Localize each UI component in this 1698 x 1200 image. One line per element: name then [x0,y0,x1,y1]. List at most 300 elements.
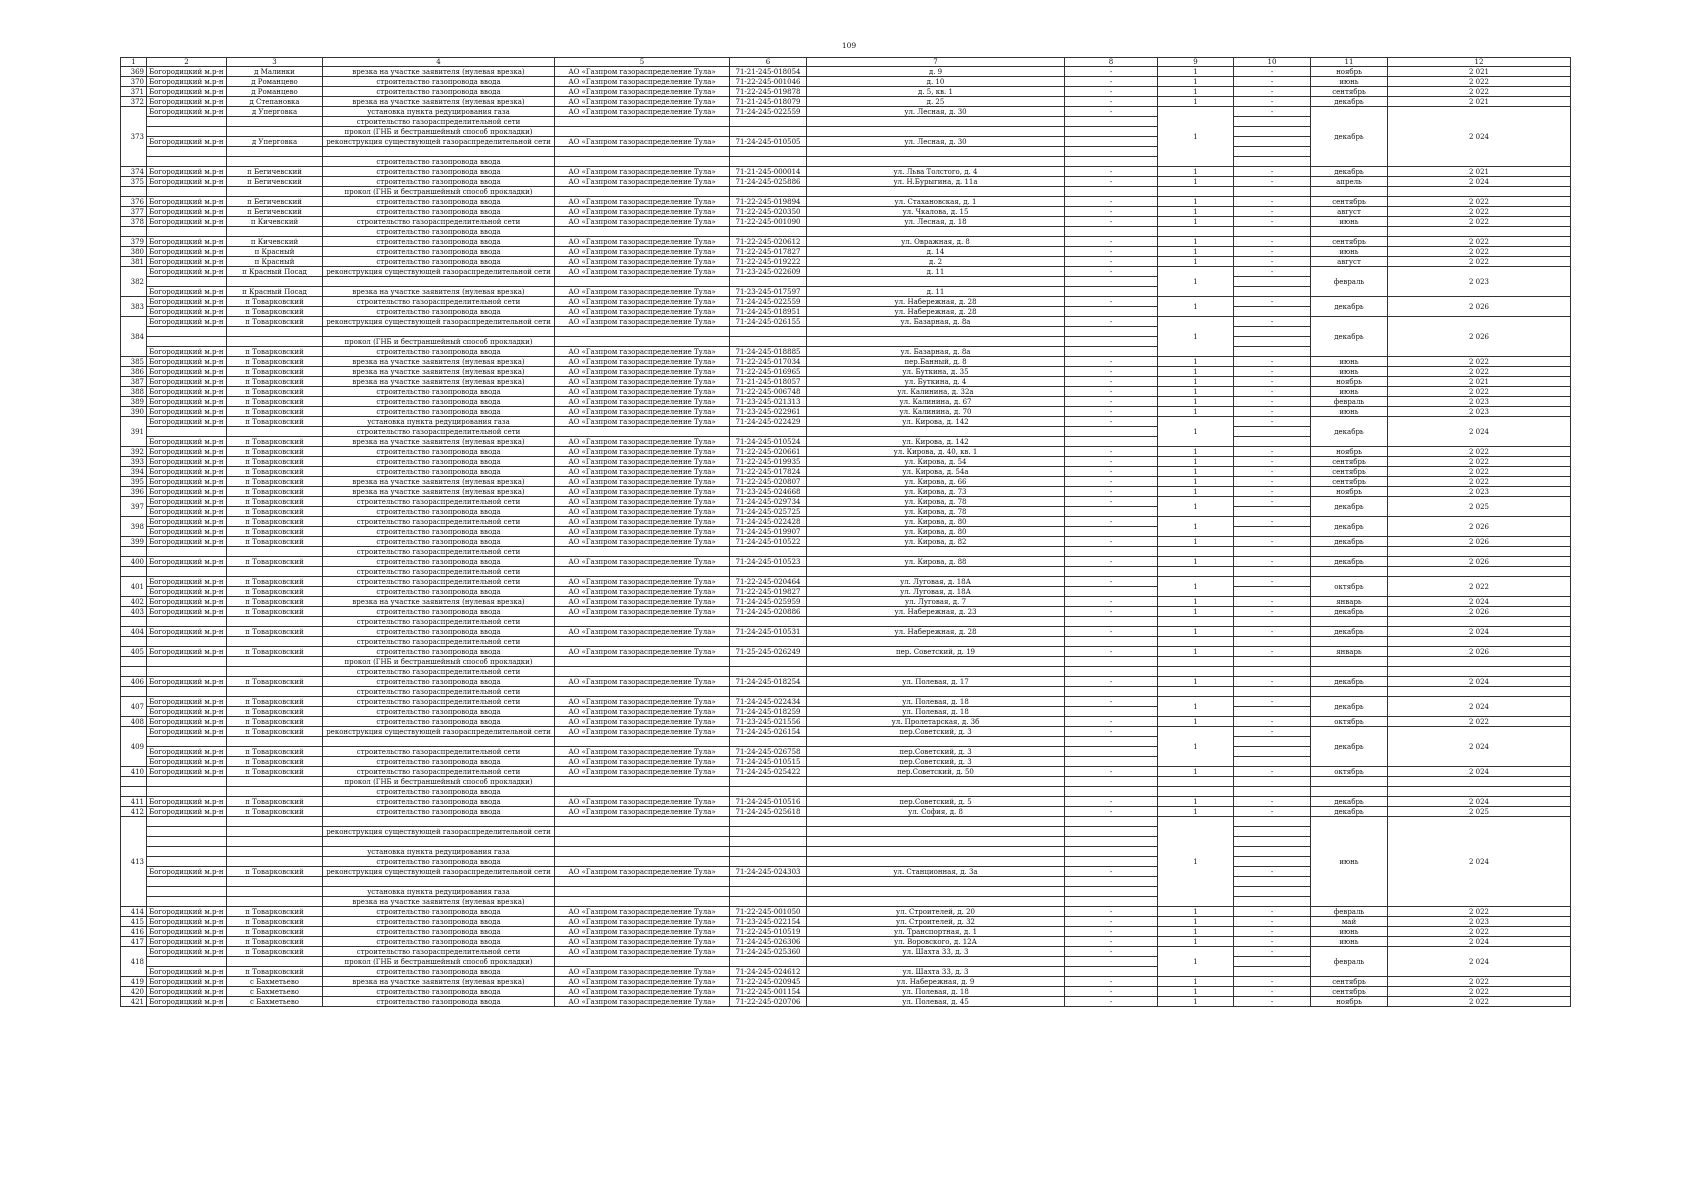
application-number-cell: 71-24-245-010515 [730,757,807,767]
address-cell: ул. Кирова, д. 54 [807,457,1065,467]
col-8-cell [1065,887,1158,897]
organization-cell [555,887,730,897]
month-cell: декабрь [1311,797,1388,807]
address-cell: ул. Строителей, д. 20 [807,907,1065,917]
month-cell: май [1311,917,1388,927]
address-cell: д. 9 [807,67,1065,77]
col-10-cell: - [1234,497,1311,507]
settlement-cell [227,857,323,867]
col-9-cell [1158,227,1234,237]
table-row [121,817,1571,827]
col-10-cell [1234,307,1311,317]
settlement-cell [227,897,323,907]
organization-cell: АО «Газпром газораспределение Тула» [555,907,730,917]
col-9-cell: 1 [1158,717,1234,727]
table-row [121,227,1571,237]
application-number-cell: 71-24-245-022559 [730,297,807,307]
application-number-cell: 71-22-245-017034 [730,357,807,367]
year-cell [1388,567,1571,577]
district-cell: Богородицкий м.р-н [147,927,227,937]
table-row [121,717,1571,727]
settlement-cell [227,777,323,787]
organization-cell: АО «Газпром газораспределение Тула» [555,387,730,397]
col-8-cell: - [1065,87,1158,97]
col-10-cell: - [1234,87,1311,97]
table-row [121,637,1571,647]
application-number-cell: 71-22-245-019935 [730,457,807,467]
col-8-cell: - [1065,867,1158,877]
work-type-cell: строительство газопровода ввода [323,247,555,257]
application-number-cell [730,187,807,197]
col-10-cell: - [1234,947,1311,957]
col-8-cell: - [1065,207,1158,217]
address-cell: д. 14 [807,247,1065,257]
work-type-cell: строительство газораспределительной сети [323,547,555,557]
address-cell: ул. Кирова, д. 78 [807,497,1065,507]
district-cell [147,337,227,347]
district-cell: Богородицкий м.р-н [147,537,227,547]
application-number-cell: 71-22-245-019878 [730,87,807,97]
address-cell: ул. Кирова, д. 82 [807,537,1065,547]
district-cell: Богородицкий м.р-н [147,97,227,107]
col-8-cell: - [1065,717,1158,727]
work-type-cell: установка пункта редуцирования газа [323,887,555,897]
col-10-cell [1234,827,1311,837]
work-type-cell: врезка на участке заявителя (нулевая врезка) [323,287,555,297]
table-row [121,187,1571,197]
col-9-cell: 1 [1158,797,1234,807]
col-8-cell: - [1065,237,1158,247]
district-cell: Богородицкий м.р-н [147,387,227,397]
col-10-cell [1234,657,1311,667]
work-type-cell: строительство газопровода ввода [323,587,555,597]
organization-cell [555,567,730,577]
year-cell [1388,667,1571,677]
col-9-cell [1158,637,1234,647]
address-cell: ул. Кирова, д. 54а [807,467,1065,477]
settlement-cell: п Товарковский [227,907,323,917]
month-cell: сентябрь [1311,987,1388,997]
work-type-cell: строительство газопровода ввода [323,987,555,997]
address-cell: ул. Лесная, д. 30 [807,137,1065,147]
application-number-cell: 71-23-245-017597 [730,287,807,297]
settlement-cell [227,637,323,647]
organization-cell: АО «Газпром газораспределение Тула» [555,357,730,367]
settlement-cell: п Товарковский [227,627,323,637]
district-cell: Богородицкий м.р-н [147,757,227,767]
col-8-cell: - [1065,497,1158,507]
settlement-cell [227,827,323,837]
col-header-10: 10 [1234,58,1311,67]
address-cell: ул. Чкалова, д. 15 [807,207,1065,217]
district-cell: Богородицкий м.р-н [147,247,227,257]
work-type-cell: строительство газопровода ввода [323,77,555,87]
address-cell: ул. Строителей, д. 32 [807,917,1065,927]
col-10-cell: - [1234,517,1311,527]
organization-cell: АО «Газпром газораспределение Тула» [555,707,730,717]
settlement-cell [227,337,323,347]
application-number-cell [730,847,807,857]
month-cell: январь [1311,597,1388,607]
organization-cell: АО «Газпром газораспределение Тула» [555,87,730,97]
row-number-cell: 371 [121,87,147,97]
col-10-cell: - [1234,467,1311,477]
organization-cell: АО «Газпром газораспределение Тула» [555,287,730,297]
application-number-cell: 71-24-245-010524 [730,437,807,447]
col-8-cell: - [1065,317,1158,327]
organization-cell: АО «Газпром газораспределение Тула» [555,297,730,307]
work-type-cell: прокол (ГНБ и бестраншейный способ прокладки) [323,957,555,967]
month-cell: июнь [1311,817,1388,907]
application-number-cell [730,897,807,907]
year-cell: 2 022 [1388,467,1571,477]
district-cell [147,877,227,887]
settlement-cell: п Товарковский [227,307,323,317]
work-type-cell: строительство газопровода ввода [323,207,555,217]
settlement-cell: п Товарковский [227,607,323,617]
year-cell: 2 024 [1388,597,1571,607]
settlement-cell: п Красный Посад [227,267,323,277]
organization-cell [555,547,730,557]
table-row [121,987,1571,997]
table-row [121,177,1571,187]
address-cell [807,187,1065,197]
col-8-cell: - [1065,977,1158,987]
district-cell: Богородицкий м.р-н [147,577,227,587]
col-10-cell: - [1234,267,1311,277]
month-cell: июнь [1311,927,1388,937]
organization-cell: АО «Газпром газораспределение Тула» [555,527,730,537]
col-8-cell: - [1065,627,1158,637]
col-8-cell: - [1065,557,1158,567]
settlement-cell: с Бахметьево [227,987,323,997]
work-type-cell: установка пункта редуцирования газа [323,847,555,857]
address-cell: ул. Воровского, д. 12А [807,937,1065,947]
col-8-cell [1065,137,1158,147]
year-cell: 2 022 [1388,477,1571,487]
month-cell: сентябрь [1311,457,1388,467]
address-cell: ул. Калинина, д. 67 [807,397,1065,407]
col-10-cell: - [1234,917,1311,927]
application-number-cell: 71-24-245-018885 [730,347,807,357]
year-cell: 2 021 [1388,377,1571,387]
col-10-cell: - [1234,977,1311,987]
col-9-cell: 1 [1158,407,1234,417]
settlement-cell: п Товарковский [227,947,323,957]
address-cell [807,837,1065,847]
district-cell: Богородицкий м.р-н [147,137,227,147]
col-8-cell [1065,307,1158,317]
row-number-cell [121,787,147,797]
organization-cell: АО «Газпром газораспределение Тула» [555,177,730,187]
settlement-cell: п Бегичевский [227,207,323,217]
col-8-cell: - [1065,247,1158,257]
col-10-cell: - [1234,247,1311,257]
settlement-cell: п Товарковский [227,407,323,417]
address-cell [807,897,1065,907]
address-cell: ул. Льва Толстого, д. 4 [807,167,1065,177]
work-type-cell: прокол (ГНБ и бестраншейный способ прокладки) [323,777,555,787]
month-cell: ноябрь [1311,447,1388,457]
application-number-cell [730,837,807,847]
district-cell [147,127,227,137]
col-9-cell: 1 [1158,937,1234,947]
settlement-cell [227,687,323,697]
work-type-cell: врезка на участке заявителя (нулевая врезка) [323,367,555,377]
col-8-cell [1065,837,1158,847]
settlement-cell: п Товарковский [227,507,323,517]
district-cell: Богородицкий м.р-н [147,697,227,707]
district-cell [147,777,227,787]
settlement-cell: д Степановка [227,97,323,107]
year-cell: 2 022 [1388,577,1571,597]
year-cell: 2 026 [1388,517,1571,537]
application-number-cell: 71-24-245-025886 [730,177,807,187]
col-9-cell [1158,687,1234,697]
year-cell: 2 024 [1388,797,1571,807]
col-9-cell: 1 [1158,807,1234,817]
month-cell: ноябрь [1311,997,1388,1007]
col-9-cell: 1 [1158,947,1234,977]
address-cell: д. 2 [807,257,1065,267]
address-cell: ул. Кирова, д. 66 [807,477,1065,487]
settlement-cell [227,547,323,557]
district-cell: Богородицкий м.р-н [147,447,227,457]
year-cell: 2 023 [1388,397,1571,407]
work-type-cell [323,817,555,827]
col-8-cell: - [1065,477,1158,487]
district-cell: Богородицкий м.р-н [147,907,227,917]
organization-cell [555,147,730,157]
organization-cell [555,817,730,827]
row-number-cell: 411 [121,797,147,807]
organization-cell: АО «Газпром газораспределение Тула» [555,307,730,317]
year-cell: 2 021 [1388,167,1571,177]
address-cell: ул. Луговая, д. 18А [807,587,1065,597]
col-8-cell [1065,827,1158,837]
district-cell [147,227,227,237]
col-8-cell: - [1065,997,1158,1007]
address-cell: д. 10 [807,77,1065,87]
settlement-cell [227,327,323,337]
col-10-cell: - [1234,537,1311,547]
organization-cell: АО «Газпром газораспределение Тула» [555,217,730,227]
table-row [121,417,1571,427]
settlement-cell [227,847,323,857]
month-cell: ноябрь [1311,67,1388,77]
address-cell [807,857,1065,867]
row-number-cell: 393 [121,457,147,467]
col-9-cell: 1 [1158,417,1234,447]
col-10-cell: - [1234,67,1311,77]
organization-cell: АО «Газпром газораспределение Тула» [555,967,730,977]
work-type-cell: строительство газораспределительной сети [323,497,555,507]
application-number-cell: 71-24-245-025618 [730,807,807,817]
col-8-cell: - [1065,417,1158,427]
address-cell: ул. Кирова, д. 80 [807,527,1065,537]
settlement-cell [227,837,323,847]
application-number-cell: 71-22-245-006748 [730,387,807,397]
organization-cell [555,787,730,797]
settlement-cell: п Товарковский [227,477,323,487]
address-cell [807,817,1065,827]
col-10-cell: - [1234,317,1311,327]
work-type-cell: строительство газопровода ввода [323,787,555,797]
organization-cell: АО «Газпром газораспределение Тула» [555,917,730,927]
settlement-cell: п Красный [227,257,323,267]
year-cell: 2 022 [1388,357,1571,367]
district-cell: Богородицкий м.р-н [147,647,227,657]
col-10-cell: - [1234,177,1311,187]
organization-cell: АО «Газпром газораспределение Тула» [555,607,730,617]
col-8-cell [1065,847,1158,857]
district-cell [147,737,227,747]
work-type-cell [323,147,555,157]
settlement-cell [227,657,323,667]
settlement-cell: п Товарковский [227,357,323,367]
table-row [121,357,1571,367]
district-cell: Богородицкий м.р-н [147,217,227,227]
address-cell [807,687,1065,697]
col-8-cell: - [1065,367,1158,377]
address-cell [807,637,1065,647]
address-cell: ул. Шахта 33, д. 3 [807,967,1065,977]
col-9-cell: 1 [1158,497,1234,517]
table-row [121,927,1571,937]
work-type-cell: врезка на участке заявителя (нулевая врезка) [323,437,555,447]
month-cell [1311,567,1388,577]
year-cell [1388,637,1571,647]
table-row [121,567,1571,577]
settlement-cell [227,277,323,287]
settlement-cell: п Товарковский [227,467,323,477]
col-8-cell: - [1065,387,1158,397]
row-number-cell [121,567,147,577]
col-8-cell [1065,777,1158,787]
organization-cell [555,857,730,867]
settlement-cell: п Товарковский [227,527,323,537]
organization-cell: АО «Газпром газораспределение Тула» [555,947,730,957]
col-9-cell: 1 [1158,247,1234,257]
table-row [121,197,1571,207]
district-cell: Богородицкий м.р-н [147,557,227,567]
district-cell: Богородицкий м.р-н [147,397,227,407]
district-cell [147,837,227,847]
work-type-cell: строительство газораспределительной сети [323,687,555,697]
col-8-cell [1065,637,1158,647]
settlement-cell: п Товарковский [227,757,323,767]
col-8-cell [1065,617,1158,627]
col-10-cell [1234,897,1311,907]
col-10-cell: - [1234,997,1311,1007]
table-row [121,267,1571,277]
work-type-cell [323,737,555,747]
work-type-cell: реконструкция существующей газораспределительной сети [323,827,555,837]
settlement-cell: п Товарковский [227,967,323,977]
application-number-cell: 71-24-245-018254 [730,677,807,687]
table-row [121,107,1571,117]
address-cell: ул. Набережная, д. 23 [807,607,1065,617]
row-number-cell: 406 [121,677,147,687]
row-number-cell [121,227,147,237]
district-cell [147,657,227,667]
application-number-cell [730,857,807,867]
district-cell [147,957,227,967]
month-cell: июнь [1311,367,1388,377]
col-10-cell: - [1234,577,1311,587]
organization-cell [555,847,730,857]
col-9-cell: 1 [1158,487,1234,497]
district-cell [147,617,227,627]
col-10-cell [1234,747,1311,757]
col-9-cell: 1 [1158,387,1234,397]
col-10-cell [1234,967,1311,977]
col-8-cell: - [1065,107,1158,117]
application-number-cell: 71-24-245-019907 [730,527,807,537]
district-cell: Богородицкий м.р-н [147,237,227,247]
row-number-cell: 417 [121,937,147,947]
col-10-cell [1234,957,1311,967]
col-10-cell: - [1234,397,1311,407]
header-row [121,58,1571,67]
col-8-cell: - [1065,987,1158,997]
district-cell: Богородицкий м.р-н [147,347,227,357]
year-cell: 2 026 [1388,647,1571,657]
organization-cell: АО «Газпром газораспределение Тула» [555,747,730,757]
application-number-cell [730,667,807,677]
settlement-cell: с Бахметьево [227,977,323,987]
col-10-cell [1234,777,1311,787]
organization-cell [555,657,730,667]
month-cell: декабрь [1311,297,1388,317]
year-cell [1388,547,1571,557]
work-type-cell: строительство газопровода ввода [323,167,555,177]
row-number-cell [121,667,147,677]
work-type-cell: врезка на участке заявителя (нулевая врезка) [323,67,555,77]
month-cell: ноябрь [1311,487,1388,497]
col-header-11: 11 [1311,58,1388,67]
address-cell: ул. Набережная, д. 28 [807,627,1065,637]
work-type-cell: строительство газопровода ввода [323,677,555,687]
col-9-cell: 1 [1158,977,1234,987]
col-8-cell: - [1065,487,1158,497]
col-10-cell [1234,547,1311,557]
row-number-cell [121,187,147,197]
year-cell: 2 022 [1388,237,1571,247]
col-9-cell: 1 [1158,397,1234,407]
table-row [121,787,1571,797]
col-9-cell: 1 [1158,317,1234,357]
application-number-cell [730,547,807,557]
organization-cell: АО «Газпром газораспределение Тула» [555,197,730,207]
col-8-cell: - [1065,937,1158,947]
col-9-cell: 1 [1158,607,1234,617]
district-cell: Богородицкий м.р-н [147,517,227,527]
organization-cell [555,837,730,847]
application-number-cell: 71-22-245-020350 [730,207,807,217]
col-9-cell: 1 [1158,67,1234,77]
district-cell: Богородицкий м.р-н [147,357,227,367]
col-8-cell: - [1065,297,1158,307]
col-header-4: 4 [323,58,555,67]
row-number-cell: 378 [121,217,147,227]
application-number-cell: 71-23-245-022154 [730,917,807,927]
row-number-cell: 403 [121,607,147,617]
district-cell: Богородицкий м.р-н [147,867,227,877]
col-8-cell: - [1065,607,1158,617]
month-cell: декабрь [1311,557,1388,567]
application-number-cell: 71-23-245-024668 [730,487,807,497]
